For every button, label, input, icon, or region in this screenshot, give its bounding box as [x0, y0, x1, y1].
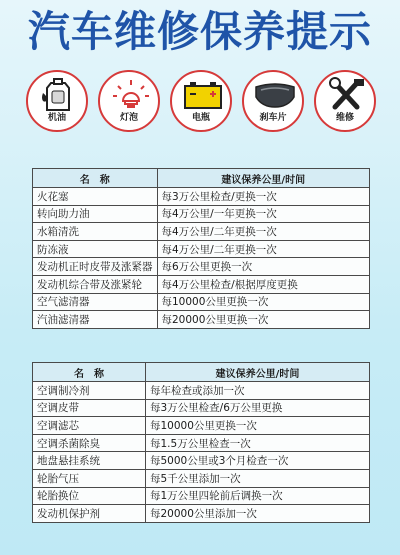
- item-interval: 每10000公里更换一次: [157, 293, 370, 311]
- item-name: 轮胎气压: [33, 469, 146, 487]
- item-interval: 每6万公里更换一次: [157, 258, 370, 276]
- item-interval: 每5000公里或3个月检查一次: [146, 452, 370, 470]
- table-row: [33, 293, 370, 311]
- item-interval: 每3万公里检查/6万公里更换: [146, 399, 370, 417]
- icon-oil: [26, 70, 88, 132]
- oil-icon: [37, 77, 81, 113]
- repair-icon: [325, 77, 369, 113]
- item-interval: 每4万公里检查/根据厚度更换: [157, 275, 370, 293]
- icon-label: 电瓶: [191, 113, 210, 123]
- table-row: [33, 223, 370, 241]
- item-name: 空调皮带: [33, 399, 146, 417]
- item-name: 空调滤芯: [33, 417, 146, 435]
- item-name: 发动机保护剂: [33, 505, 146, 523]
- icon-label: 维修: [335, 113, 354, 123]
- item-name: 发动机综合带及涨紧轮: [33, 275, 158, 293]
- icon-label: 机油: [47, 113, 66, 123]
- table-row: [33, 240, 370, 258]
- item-interval: 每1.5万公里检查一次: [146, 434, 370, 452]
- icon-repair: [314, 70, 376, 132]
- item-interval: 每4万公里/二年更换一次: [157, 223, 370, 241]
- table-row: [33, 258, 370, 276]
- item-name: 空气滤清器: [33, 293, 158, 311]
- item-name: 地盘悬挂系统: [33, 452, 146, 470]
- item-interval: 每4万公里/二年更换一次: [157, 240, 370, 258]
- col-header-interval: 建议保养公里/时间: [157, 169, 370, 188]
- item-interval: 每20000公里添加一次: [146, 505, 370, 523]
- icon-bulb: [98, 70, 160, 132]
- table-header-row: [33, 363, 370, 382]
- item-interval: 每20000公里更换一次: [157, 311, 370, 329]
- item-name: 发动机正时皮带及涨紧器: [33, 258, 158, 276]
- icon-brake-pad: [242, 70, 304, 132]
- maintenance-table-2: [32, 362, 370, 523]
- brake-pad-icon: [253, 77, 297, 113]
- item-name: 空调制冷剂: [33, 382, 146, 400]
- table-row: [33, 505, 370, 523]
- bulb-icon: [109, 77, 153, 113]
- col-header-name: 名 称: [33, 363, 146, 382]
- table-row: [33, 275, 370, 293]
- table-row: [33, 382, 370, 400]
- item-name: 转向助力油: [33, 205, 158, 223]
- table-row: [33, 452, 370, 470]
- table-row: [33, 417, 370, 435]
- item-interval: 每5千公里添加一次: [146, 469, 370, 487]
- table-row: [33, 434, 370, 452]
- table-row: [33, 188, 370, 206]
- item-name: 水箱清洗: [33, 223, 158, 241]
- item-name: 防冻液: [33, 240, 158, 258]
- item-name: 轮胎换位: [33, 487, 146, 505]
- icon-row: [26, 70, 376, 136]
- icon-battery: [170, 70, 232, 132]
- battery-icon: [181, 77, 225, 113]
- item-interval: 每1万公里四轮前后调换一次: [146, 487, 370, 505]
- item-name: 火花塞: [33, 188, 158, 206]
- item-name: 空调杀菌除臭: [33, 434, 146, 452]
- table-row: [33, 469, 370, 487]
- table-row: [33, 487, 370, 505]
- item-interval: 每10000公里更换一次: [146, 417, 370, 435]
- col-header-interval: 建议保养公里/时间: [146, 363, 370, 382]
- item-interval: 每3万公里检查/更换一次: [157, 188, 370, 206]
- col-header-name: 名 称: [33, 169, 158, 188]
- icon-label: 刹车片: [259, 113, 287, 123]
- table-row: [33, 311, 370, 329]
- table-row: [33, 399, 370, 417]
- page-title: 汽车维修保养提示: [27, 7, 372, 56]
- item-name: 汽油滤清器: [33, 311, 158, 329]
- table-header-row: [33, 169, 370, 188]
- table-row: [33, 205, 370, 223]
- item-interval: 每4万公里/一年更换一次: [157, 205, 370, 223]
- maintenance-table-1: [32, 168, 370, 329]
- item-interval: 每年检查或添加一次: [146, 382, 370, 400]
- icon-label: 灯泡: [119, 113, 138, 123]
